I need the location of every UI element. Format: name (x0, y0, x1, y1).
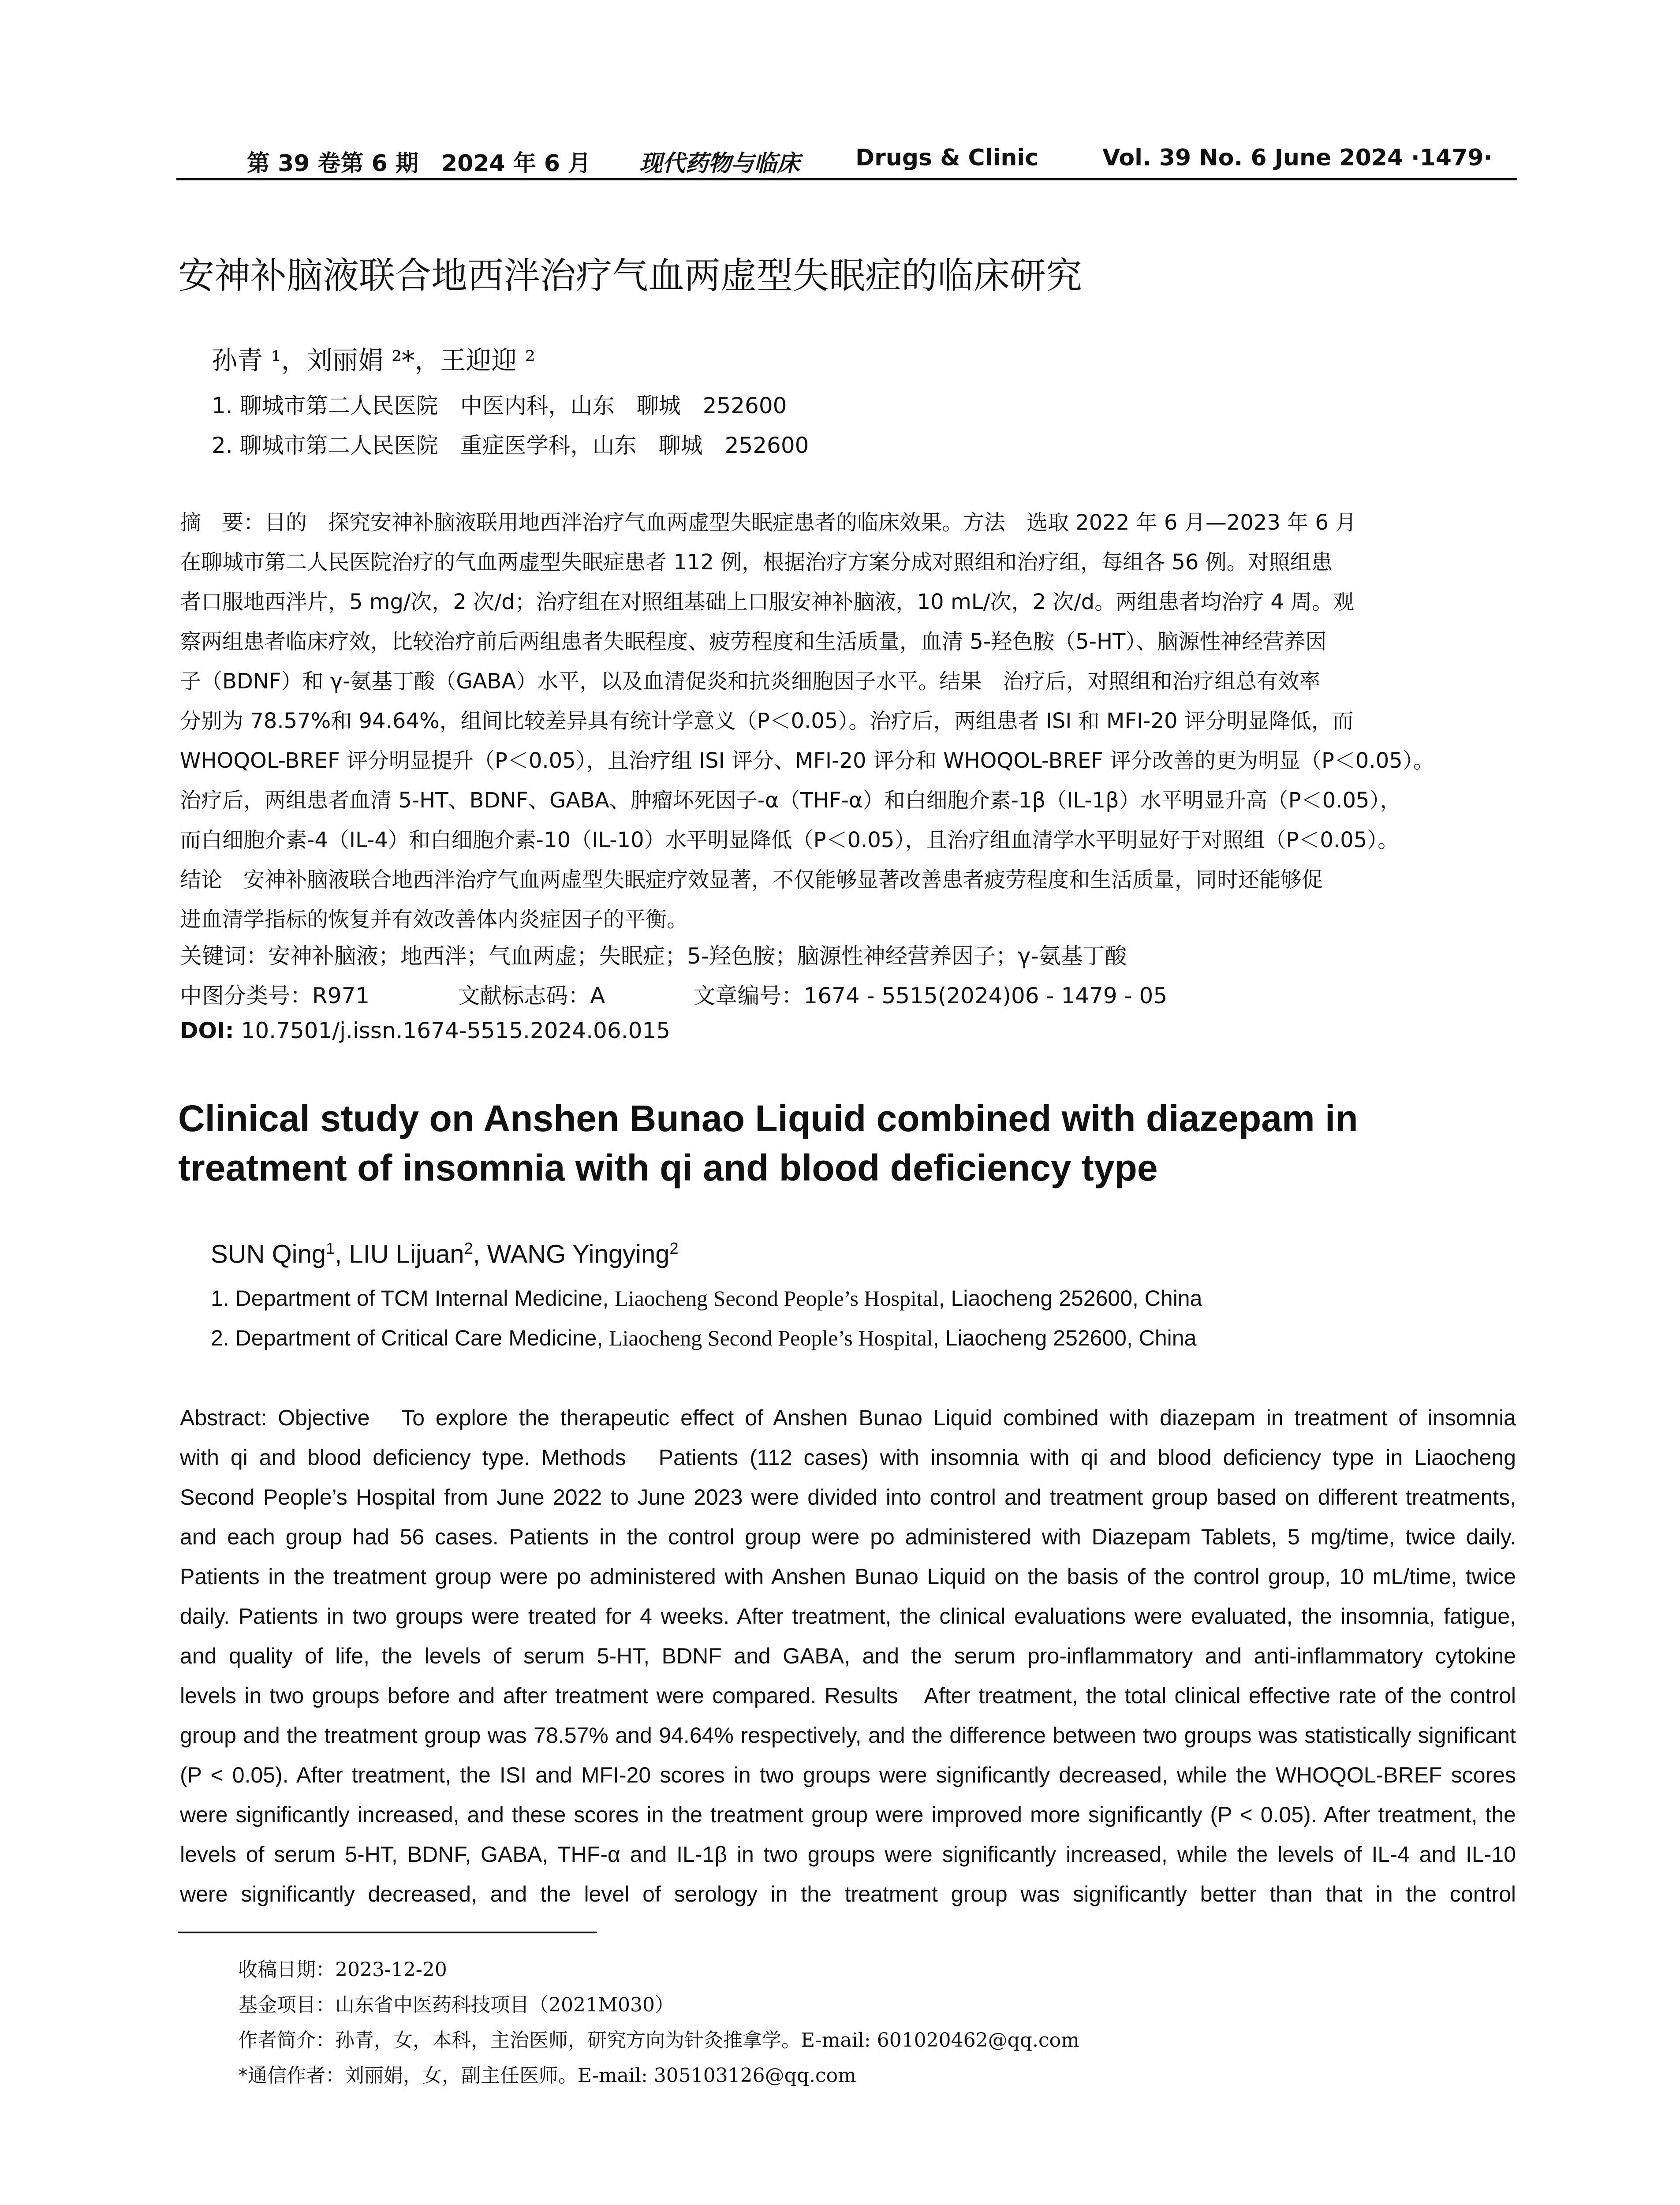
header-cn-issue: 第 39 卷第 6 期 2024 年 6 月 (247, 150, 591, 177)
header-en-issue: Vol. 39 No. 6 June 2024 (1102, 145, 1404, 171)
running-header (176, 140, 1517, 180)
cn-abstract-line: 治疗后，两组患者血清 5-HT、BDNF、GABA、肿瘤坏死因子-α（THF-α）和白细胞介素-1β（IL-1β）水平明显升高（P＜0.05）， (180, 788, 1401, 813)
en-abstract-line: levels in two groups before and after treatment were compared. Results After treatment, the total clinical effective rate of the control (180, 1683, 1516, 1708)
cn-abstract (180, 503, 1516, 939)
cn-abstract-line: WHOQOL-BREF 评分明显提升（P＜0.05），且治疗组 ISI 评分、MFI-20 评分和 WHOQOL-BREF 评分改善的更为明显（P＜0.05）。 (180, 748, 1434, 773)
doi-link[interactable]: 10.7501/j.issn.1674-5515.2024.06.015 (241, 1018, 671, 1043)
cn-affiliation-2: 2. 聊城市第二人民医院 重症医学科，山东 聊城 252600 (212, 433, 809, 458)
cn-abstract-line: 结论 安神补脑液联合地西泮治疗气血两虚型失眠症疗效显著，不仅能够显著改善患者疲劳程度和生活质量，同时还能够促 (180, 867, 1323, 892)
en-author-1: SUN Qing (211, 1240, 326, 1269)
cn-abstract-line: 子（BDNF）和 γ-氨基丁酸（GABA）水平，以及血清促炎和抗炎细胞因子水平。结果 治疗后，对照组和治疗组总有效率 (180, 669, 1321, 694)
header-page-number: ·1479· (1411, 145, 1493, 171)
footnote-author-bio: 作者简介：孙青，女，本科，主治医师，研究方向为针灸推拿学。E-mail: 601020462@qq.com (238, 2029, 1079, 2052)
footnote-received: 收稿日期：2023-12-20 (238, 1958, 447, 1981)
en-affiliation-1: 1. Department of TCM Internal Medicine, Liaocheng Second People’s Hospital, Liaocheng 252600, China (211, 1286, 1202, 1311)
en-author-2: LIU Lijuan (349, 1240, 464, 1269)
cn-keywords: 关键词：安神补脑液；地西泮；气血两虚；失眠症；5-羟色胺；脑源性神经营养因子；γ-氨基丁酸 (180, 943, 1127, 969)
cn-affiliation-1: 1. 聊城市第二人民医院 中医内科，山东 聊城 252600 (212, 393, 787, 419)
header-cn-journal: 现代药物与临床 (639, 150, 800, 177)
en-author-3: WANG Yingying (487, 1240, 670, 1269)
cn-classification-row (180, 978, 1167, 1010)
footnote-rule (178, 1932, 597, 1933)
en-abstract-line: levels of serum 5-HT, BDNF, GABA, THF-α and IL-1β in two groups were significantly increased, while the levels of IL-4 and IL-10 (180, 1842, 1516, 1867)
doi-label: DOI: (180, 1018, 234, 1043)
footnote-corresponding-author: *通信作者：刘丽娟，女，副主任医师。E-mail: 305103126@qq.com (238, 2064, 856, 2087)
cn-abstract-line: 察两组患者临床疗效，比较治疗前后两组患者失眠程度、疲劳程度和生活质量，血清 5-羟色胺（5-HT）、脑源性神经营养因 (180, 629, 1327, 654)
en-affiliation-2: 2. Department of Critical Care Medicine, Liaocheng Second People’s Hospital, Liaocheng 252600, China (211, 1326, 1197, 1350)
doi-row (180, 1018, 670, 1043)
cn-abstract-line: 而白细胞介素-4（IL-4）和白细胞介素-10（IL-10）水平明显降低（P＜0.05），且治疗组血清学水平明显好于对照组（P＜0.05）。 (180, 828, 1399, 852)
document-code: 文献标志码：A (458, 983, 605, 1009)
en-abstract-line: and quality of life, the levels of serum 5-HT, BDNF and GABA, and the serum pro-inflammatory and anti-inflammatory cytokine (180, 1644, 1516, 1668)
en-abstract-line: daily. Patients in two groups were treated for 4 weeks. After treatment, the clinical evaluations were evaluated, the insomnia, fatigue, (180, 1604, 1516, 1629)
cn-abstract-line: 分别为 78.57%和 94.64%，组间比较差异具有统计学意义（P＜0.05）。治疗后，两组患者 ISI 和 MFI-20 评分明显降低，而 (180, 709, 1354, 733)
footnote-fund: 基金项目：山东省中医药科技项目（2021M030） (238, 1994, 675, 2016)
en-abstract-line: Second People’s Hospital from June 2022 to June 2023 were divided into control and treatment group based on different treatments, (180, 1485, 1516, 1510)
en-abstract-line: group and the treatment group was 78.57% and 94.64% respectively, and the difference between two groups was statistically significant (180, 1723, 1516, 1748)
header-en-journal: Drugs & Clinic (855, 145, 1039, 171)
cn-abstract-line: 在聊城市第二人民医院治疗的气血两虚型失眠症患者 112 例，根据治疗方案分成对照组和治疗组，每组各 56 例。对照组患 (180, 550, 1333, 575)
en-abstract-line: with qi and blood deficiency type. Methods Patients (112 cases) with insomnia with qi and blood deficiency type in Liaocheng (180, 1445, 1516, 1470)
en-abstract-line: Abstract: Objective To explore the therapeutic effect of Anshen Bunao Liquid combined with diazepam in treatment of insomnia (180, 1405, 1516, 1430)
cn-abstract-line: 摘 要：目的 探究安神补脑液联用地西泮治疗气血两虚型失眠症患者的临床效果。方法 选取 2022 年 6 月—2023 年 6 月 (180, 510, 1357, 535)
en-abstract-line: and each group had 56 cases. Patients in the control group were po administered with Diazepam Tablets, 5 mg/time, twice daily. (180, 1525, 1516, 1549)
en-abstract-line: (P < 0.05). After treatment, the ISI and MFI-20 scores in two groups were significantly decreased, while the WHOQOL-BREF scores (180, 1763, 1516, 1787)
cn-title: 安神补脑液联合地西泮治疗气血两虚型失眠症的临床研究 (178, 255, 1083, 297)
en-authors: SUN Qing$^1$, LIU Lijuan$^2$, WANG Yingying$^2$ (211, 1239, 679, 1269)
en-abstract-line: were significantly decreased, and the level of serology in the treatment group was significantly better than that in the control (180, 1882, 1516, 1906)
cn-authors: 孙青 ¹，刘丽娟 ²*，王迎迎 ² (212, 345, 536, 375)
header-rule (176, 178, 1517, 180)
en-abstract-line: Patients in the treatment group were po administered with Anshen Bunao Liquid on the basis of the control group, 10 mL/time, twice (180, 1564, 1516, 1589)
cn-abstract-line: 者口服地西泮片，5 mg/次，2 次/d；治疗组在对照组基础上口服安神补脑液，10 mL/次，2 次/d。两组患者均治疗 4 周。观 (180, 590, 1355, 614)
article-number: 文章编号：1674 - 5515(2024)06 - 1479 - 05 (693, 983, 1168, 1009)
en-abstract (180, 1398, 1516, 1914)
en-title: Clinical study on Anshen Bunao Liquid combined with diazepam in treatment of insomnia with qi and blood deficiency type (178, 1098, 1358, 1188)
cn-abstract-line: 进血清学指标的恢复并有效改善体内炎症因子的平衡。 (180, 907, 688, 932)
clc-number: 中图分类号：R971 (180, 983, 370, 1009)
en-abstract-line: were significantly increased, and these scores in the treatment group were improved more significantly (P < 0.05). After treatment, the (180, 1802, 1516, 1827)
